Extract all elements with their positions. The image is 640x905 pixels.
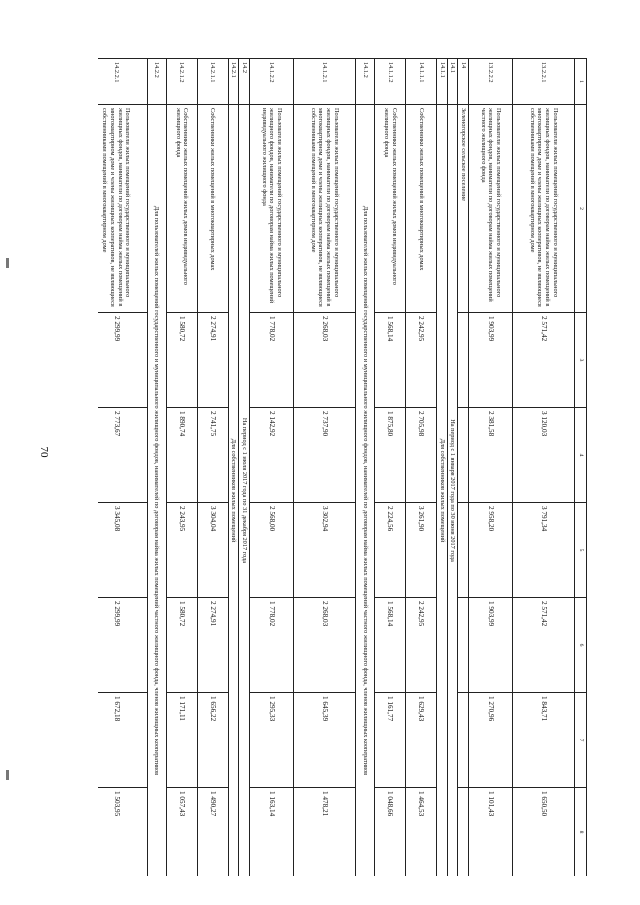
table-row [374, 59, 405, 877]
row-code-cell: 13.2.2.1 [513, 59, 575, 105]
header-cell-6: 6 [575, 598, 587, 693]
row-description-cell: Собственники жилых помещений жилых домов индивидуального жилищного фонда [166, 105, 197, 313]
table-row [166, 59, 197, 877]
scan-edge-mark [6, 258, 9, 268]
value-cell-col7: 1 672,18 [98, 693, 147, 788]
value-cell-col6: 1 568,14 [374, 598, 405, 693]
value-cell-col7: 1 843,71 [513, 693, 575, 788]
value-cell-col8: 1 503,95 [98, 788, 147, 877]
value-cell-col3: 1 778,02 [249, 313, 293, 408]
empty-cell [458, 598, 469, 693]
section-heading-cell: На период с 1 июля 2017 года по 31 декабря 2017 года [239, 105, 250, 877]
value-cell-col8: 1 163,14 [249, 788, 293, 877]
empty-cell [458, 313, 469, 408]
row-description-cell: Пользователи жилых помещений государственного и муниципального жилищных фондов, наниматели по договорам найма жилых помещений в многоквартирном доме и члены жилищных кооперативов, не являющиеся собственниками помещений в многоквартирном доме [98, 105, 147, 313]
row-code-cell: 14.1.2 [355, 59, 374, 105]
value-cell-col6: 2 242,95 [405, 598, 436, 693]
table-row [355, 59, 374, 877]
value-cell-col4: 2 737,90 [293, 408, 355, 503]
value-cell-col6: 2 274,91 [197, 598, 228, 693]
row-code-cell: 14.1.1 [436, 59, 447, 105]
empty-cell [458, 408, 469, 503]
row-description-cell: Собственники жилых помещений в многоквартирных домах [405, 105, 436, 313]
value-cell-col3: 1 903,99 [469, 313, 513, 408]
rotated-table-area [98, 58, 587, 876]
section-heading-cell: Для собственников жилых помещений [436, 105, 447, 877]
table-row [98, 59, 147, 877]
value-cell-col7: 1 270,96 [469, 693, 513, 788]
header-cell-8: 8 [575, 788, 587, 877]
header-row [575, 59, 587, 877]
value-cell-col7: 1 645,39 [293, 693, 355, 788]
row-code-cell: 14.2.1.1 [197, 59, 228, 105]
header-cell-4: 4 [575, 408, 587, 503]
value-cell-col3: 2 274,91 [197, 313, 228, 408]
header-cell-2: 2 [575, 105, 587, 313]
row-description-cell: Собственники жилых помещений в многоквартирных домах [197, 105, 228, 313]
row-description-cell: Пользователи жилых помещений государственного и муниципального жилищного фондов, наниматели по договорам найма жилых помещений индивидуального жилищного фонда [249, 105, 293, 313]
table-body [98, 59, 587, 877]
empty-cell [458, 788, 469, 877]
empty-cell [458, 693, 469, 788]
section-heading-cell: Для пользователей жилых помещений государственного и муниципального жилищного фондов, нанимателей по договорам найма жилых помещений частного жилищного фонда, членов жилищных кооперативов [355, 105, 374, 877]
value-cell-col7: 1 295,33 [249, 693, 293, 788]
page-number: 70 [38, 446, 50, 458]
table-row [436, 59, 447, 877]
value-cell-col3: 1 568,14 [374, 313, 405, 408]
value-cell-col5: 3 345,08 [98, 503, 147, 598]
value-cell-col7: 1 171,11 [166, 693, 197, 788]
value-cell-col3: 2 242,95 [405, 313, 436, 408]
value-cell-col5: 3 261,90 [405, 503, 436, 598]
value-cell-col8: 1 650,50 [513, 788, 575, 877]
table-row [147, 59, 166, 877]
table-row [447, 59, 458, 877]
value-cell-col8: 1 490,27 [197, 788, 228, 877]
value-cell-col7: 1 629,43 [405, 693, 436, 788]
value-cell-col6: 2 299,99 [98, 598, 147, 693]
empty-cell [458, 503, 469, 598]
value-cell-col4: 2 773,67 [98, 408, 147, 503]
value-cell-col6: 1 580,72 [166, 598, 197, 693]
settlement-name-cell: Зеленогорское сельское поселение [458, 105, 469, 313]
section-heading-cell: Для собственников жилых помещений [228, 105, 239, 877]
table-row [293, 59, 355, 877]
row-code-cell: 14.2.2 [147, 59, 166, 105]
row-code-cell: 14.1 [447, 59, 458, 105]
row-code-cell: 14.1.1.2 [374, 59, 405, 105]
rotated-landscape-page [98, 58, 587, 876]
value-cell-col3: 1 580,72 [166, 313, 197, 408]
table-row [405, 59, 436, 877]
row-code-cell: 14.2.1 [228, 59, 239, 105]
value-cell-col8: 1 101,43 [469, 788, 513, 877]
table-row [458, 59, 469, 877]
value-cell-col4: 2 741,75 [197, 408, 228, 503]
table-row [239, 59, 250, 877]
value-cell-col5: 2 224,56 [374, 503, 405, 598]
value-cell-col7: 1 161,77 [374, 693, 405, 788]
header-cell-1: 1 [575, 59, 587, 105]
header-cell-7: 7 [575, 693, 587, 788]
value-cell-col3: 2 299,99 [98, 313, 147, 408]
value-cell-col4: 2 142,92 [249, 408, 293, 503]
value-cell-col8: 1 057,43 [166, 788, 197, 877]
value-cell-col5: 2 568,00 [249, 503, 293, 598]
section-heading-cell: Для пользователей жилых помещений государственного и муниципального жилищного фондов, нанимателей по договорам найма жилых помещений частного жилищного фонда, членов жилищных кооперативов [147, 105, 166, 877]
row-description-cell: Пользователи жилых помещений государственного и муниципального жилищных фондов, наниматели по договорам найма жилых помещений в многоквартирном доме и члены жилищных кооперативов, не являющиеся собственниками помещений в многоквартирном доме [293, 105, 355, 313]
table-row [249, 59, 293, 877]
value-cell-col5: 2 958,20 [469, 503, 513, 598]
value-cell-col8: 1 464,53 [405, 788, 436, 877]
value-cell-col5: 3 304,04 [197, 503, 228, 598]
tariff-table [98, 58, 587, 876]
row-code-cell: 14.1.2.2 [249, 59, 293, 105]
row-code-cell: 14.2.2.1 [98, 59, 147, 105]
value-cell-col4: 2 381,58 [469, 408, 513, 503]
row-description-cell: Собственники жилых помещений жилых домов индивидуального жилищного фонда [374, 105, 405, 313]
table-row [197, 59, 228, 877]
table-row [513, 59, 575, 877]
value-cell-col6: 1 778,02 [249, 598, 293, 693]
row-code-cell: 14.1.1.1 [405, 59, 436, 105]
value-cell-col8: 1 478,21 [293, 788, 355, 877]
section-heading-cell: На период с 1 января 2017 года по 30 июня 2017 года [447, 105, 458, 877]
header-cell-5: 5 [575, 503, 587, 598]
table-row [469, 59, 513, 877]
row-code-cell: 13.2.2.2 [469, 59, 513, 105]
value-cell-col4: 2 705,98 [405, 408, 436, 503]
table-row [228, 59, 239, 877]
value-cell-col5: 2 243,95 [166, 503, 197, 598]
value-cell-col8: 1 048,66 [374, 788, 405, 877]
value-cell-col7: 1 656,22 [197, 693, 228, 788]
value-cell-col4: 3 120,03 [513, 408, 575, 503]
value-cell-col3: 2 571,42 [513, 313, 575, 408]
row-description-cell: Пользователи жилых помещений государственного и муниципального жилищных фондов, наниматели по договорам найма жилых помещений в многоквартирном доме и члены жилищных кооперативов, не являющиеся собственниками помещений в многоквартирном доме [513, 105, 575, 313]
value-cell-col5: 3 791,34 [513, 503, 575, 598]
value-cell-col6: 2 268,03 [293, 598, 355, 693]
value-cell-col6: 1 903,99 [469, 598, 513, 693]
value-cell-col3: 2 268,03 [293, 313, 355, 408]
value-cell-col4: 1 890,74 [166, 408, 197, 503]
row-code-cell: 14.1.2.1 [293, 59, 355, 105]
row-code-cell: 14 [458, 59, 469, 105]
row-code-cell: 14.2.1.2 [166, 59, 197, 105]
value-cell-col5: 3 302,94 [293, 503, 355, 598]
row-description-cell: Пользователи жилых помещений государственного и муниципального жилищных фондов, наниматели по договорам найма жилых помещений частного жилищного фонда [469, 105, 513, 313]
header-cell-3: 3 [575, 313, 587, 408]
value-cell-col6: 2 571,42 [513, 598, 575, 693]
scan-edge-mark [6, 770, 9, 780]
value-cell-col4: 1 875,80 [374, 408, 405, 503]
row-code-cell: 14.2 [239, 59, 250, 105]
